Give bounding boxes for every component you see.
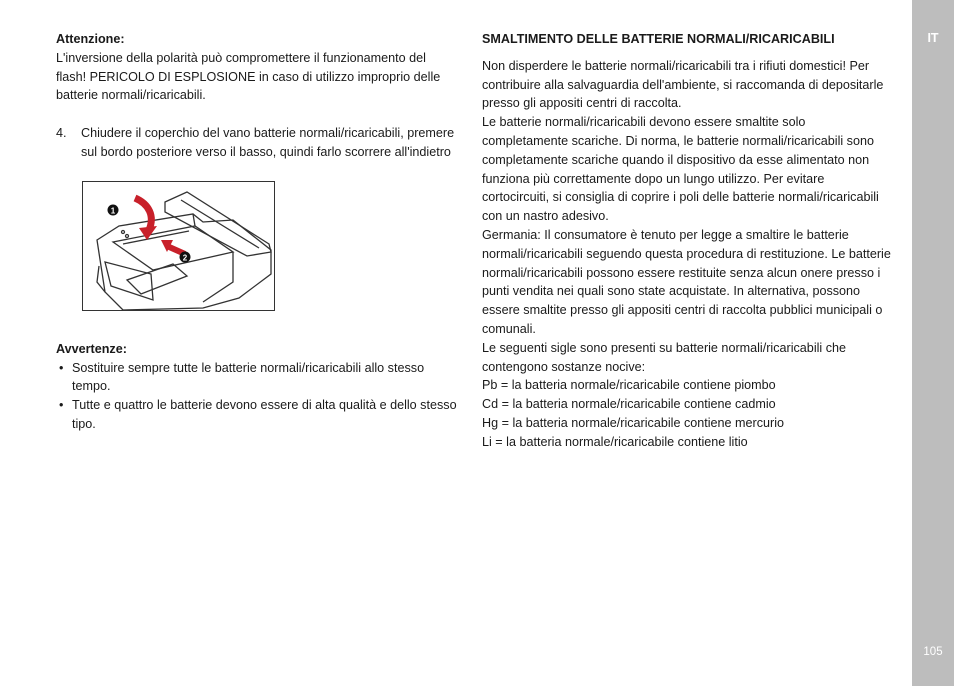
marker-2-label: 2 — [182, 253, 188, 263]
warning-item: • Sostituire sempre tutte le batterie normali/ricaricabili allo stesso tempo. — [56, 359, 458, 397]
disposal-paragraph: Le batterie normali/ricaricabili devono essere smaltite solo completamente scariche. Di norma, le batterie normali/ricaricabili sono completamente scariche quando il dispositivo da esse alimentato non funziona più correttamente dopo un lungo utilizzo. Per evitare cortocircuiti, si consiglia di coprire i poli delle batterie normali/ricaricabili con un nastro adesivo. — [482, 115, 879, 224]
left-column — [56, 30, 458, 434]
disposal-paragraph: Non disperdere le batterie normali/ricaricabili tra i rifiuti domestici! Per contribuire alla salvaguardia dell'ambiente, si raccomanda di depositarle presso gli appositi centri di raccolta. — [482, 58, 884, 111]
warning-item: • Tutte e quattro le batterie devono essere di alta qualità e dello stesso tipo. — [56, 396, 458, 434]
page-sidebar — [912, 0, 954, 686]
warning-list — [56, 359, 458, 434]
substance-line: Li = la batteria normale/ricaricabile contiene litio — [482, 434, 748, 449]
warning-title: Avvertenze: — [56, 341, 127, 356]
page-number: 105 — [923, 646, 943, 658]
warning-section — [56, 340, 458, 434]
language-tab: IT — [927, 31, 939, 45]
substance-line: Cd = la batteria normale/ricaricabile contiene cadmio — [482, 397, 776, 412]
step-4 — [56, 124, 458, 162]
marker-1-label: 1 — [110, 206, 116, 216]
body-edge — [203, 252, 233, 302]
contact-dot — [126, 234, 129, 237]
contact-dot — [122, 230, 125, 233]
disposal-paragraph: Germania: Il consumatore è tenuto per legge a smaltire le batterie normali/ricaricabili seguendo questa procedura di restituzione. Le batterie normali/ricaricabili possono essere restituite senza alcun onere presso i punti vendita nei quali sono state acquistate. In alternativa, possono essere smaltite presso gli appositi centri di raccolta pubblici municipali o comunali. — [482, 227, 891, 336]
disposal-title: SMALTIMENTO DELLE BATTERIE NORMALI/RICARICABILI — [482, 32, 835, 46]
attention-text: L'inversione della polarità può compromettere il funzionamento del flash! PERICOLO DI ESPLOSIONE in caso di utilizzo improprio delle batterie normali/ricaricabili. — [56, 50, 441, 103]
disposal-paragraph: Le seguenti sigle sono presenti su batterie normali/ricaricabili che contengono sostanze nocive: — [482, 340, 847, 374]
flash-unit-drawing — [83, 182, 274, 310]
substance-line: Pb = la batteria normale/ricaricabile contiene piombo — [482, 378, 776, 393]
substance-line: Hg = la batteria normale/ricaricabile contiene mercurio — [482, 415, 785, 430]
right-column — [482, 30, 892, 452]
press-arrow-shaft — [135, 198, 151, 230]
step-number: 4. — [56, 126, 67, 141]
flash-head — [165, 192, 271, 256]
battery-cover-illustration — [82, 181, 275, 311]
foot-panel — [105, 262, 153, 300]
step-text: Chiudere il coperchio del vano batterie normali/ricaricabili, premere sul bordo posteriore verso il basso, quindi farlo scorrere all'indietro — [81, 126, 455, 159]
attention-title: Attenzione: — [56, 32, 125, 46]
